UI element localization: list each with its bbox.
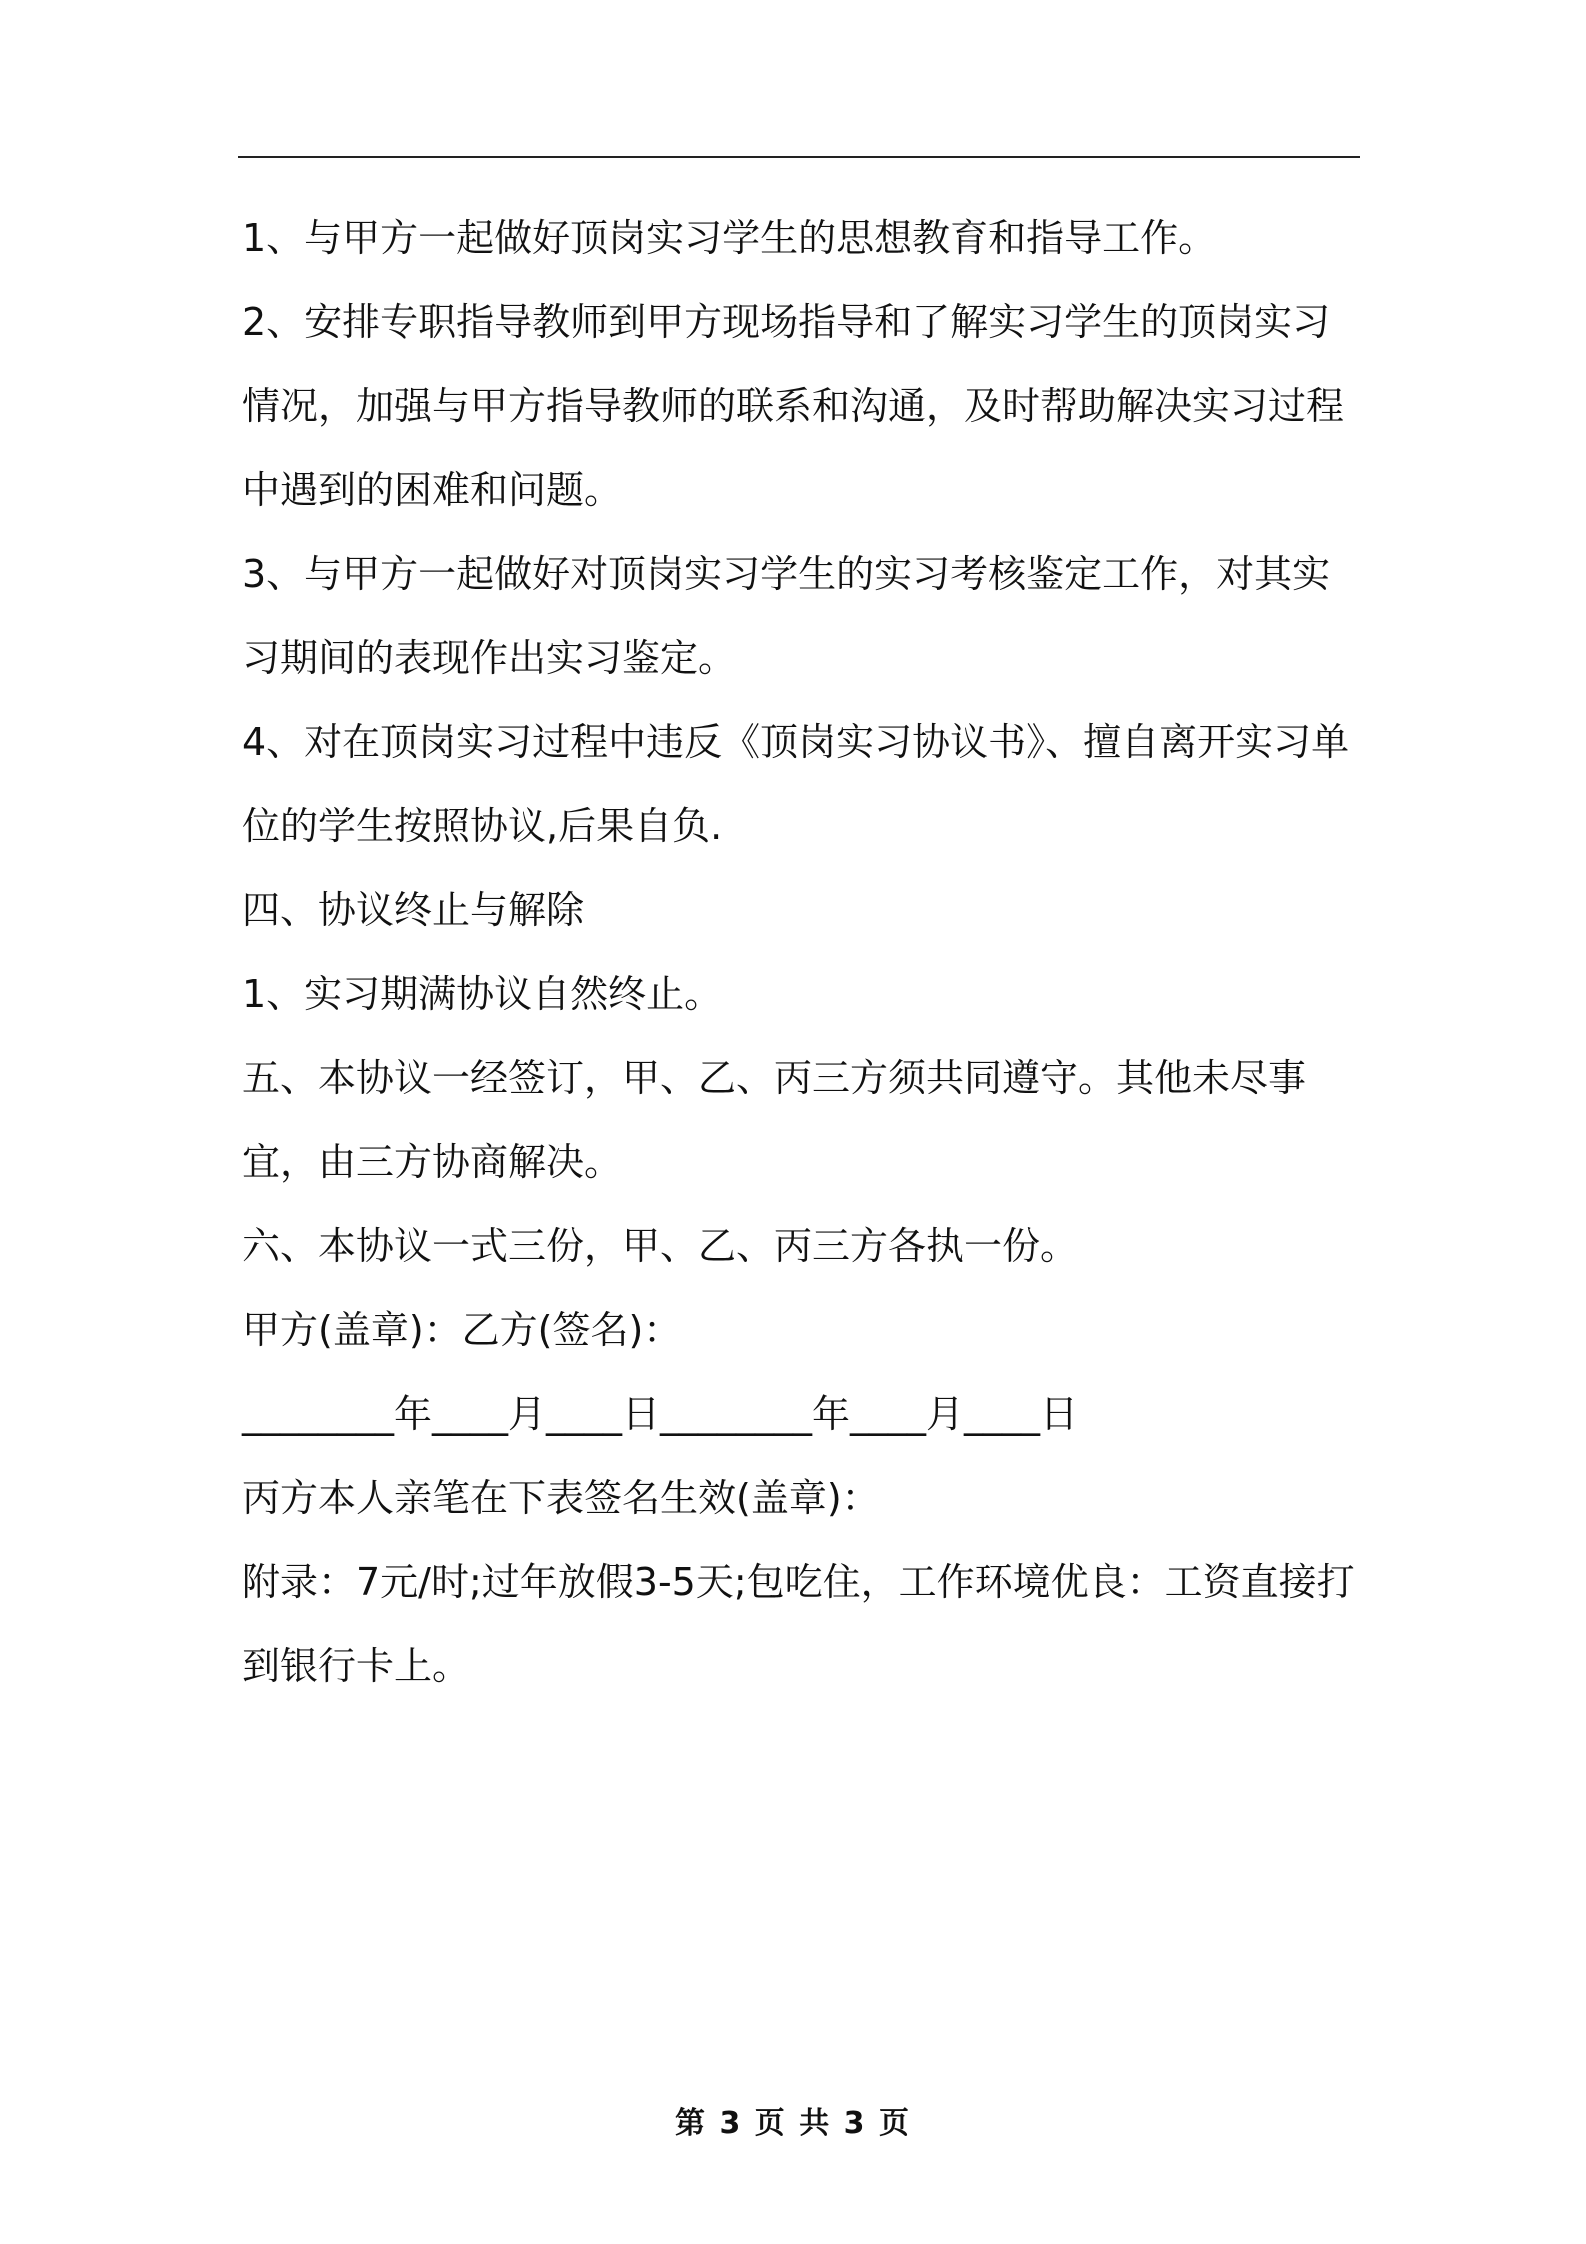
party-c-signature-note: 丙方本人亲笔在下表签名生效(盖章)： — [242, 1476, 880, 1520]
appendix-paragraph: 附录：7元/时;过年放假3-5天;包吃住，工作环境优良：工资直接打到银行卡上。 — [242, 1560, 1355, 1688]
signature-parties-line: 甲方(盖章)：乙方(签名)： — [242, 1308, 682, 1352]
page-number-footer: 第 3 页 共 3 页 — [675, 2106, 911, 2141]
paragraph-1: 1、与甲方一起做好顶岗实习学生的思想教育和指导工作。 — [242, 216, 1217, 260]
paragraph-termination-1: 1、实习期满协议自然终止。 — [242, 972, 723, 1016]
section-heading-termination: 四、协议终止与解除 — [242, 888, 585, 932]
paragraph-4: 4、对在顶岗实习过程中违反《顶岗实习协议书》、擅自离开实习单位的学生按照协议,后果自负. — [242, 720, 1350, 848]
paragraph-2: 2、安排专职指导教师到甲方现场指导和了解实习学生的顶岗实习情况，加强与甲方指导教师的联系和沟通，及时帮助解决实习过程中遇到的困难和问题。 — [242, 300, 1345, 512]
document-body — [242, 196, 1362, 1708]
header-rule — [238, 156, 1360, 158]
paragraph-3: 3、与甲方一起做好对顶岗实习学生的实习考核鉴定工作，对其实习期间的表现作出实习鉴定。 — [242, 552, 1331, 680]
paragraph-section-6: 六、本协议一式三份，甲、乙、丙三方各执一份。 — [242, 1224, 1079, 1268]
signature-date-blanks: ________年____月____日________年____月____日 — [242, 1392, 1079, 1436]
paragraph-section-5: 五、本协议一经签订，甲、乙、丙三方须共同遵守。其他未尽事宜，由三方协商解决。 — [242, 1056, 1307, 1184]
